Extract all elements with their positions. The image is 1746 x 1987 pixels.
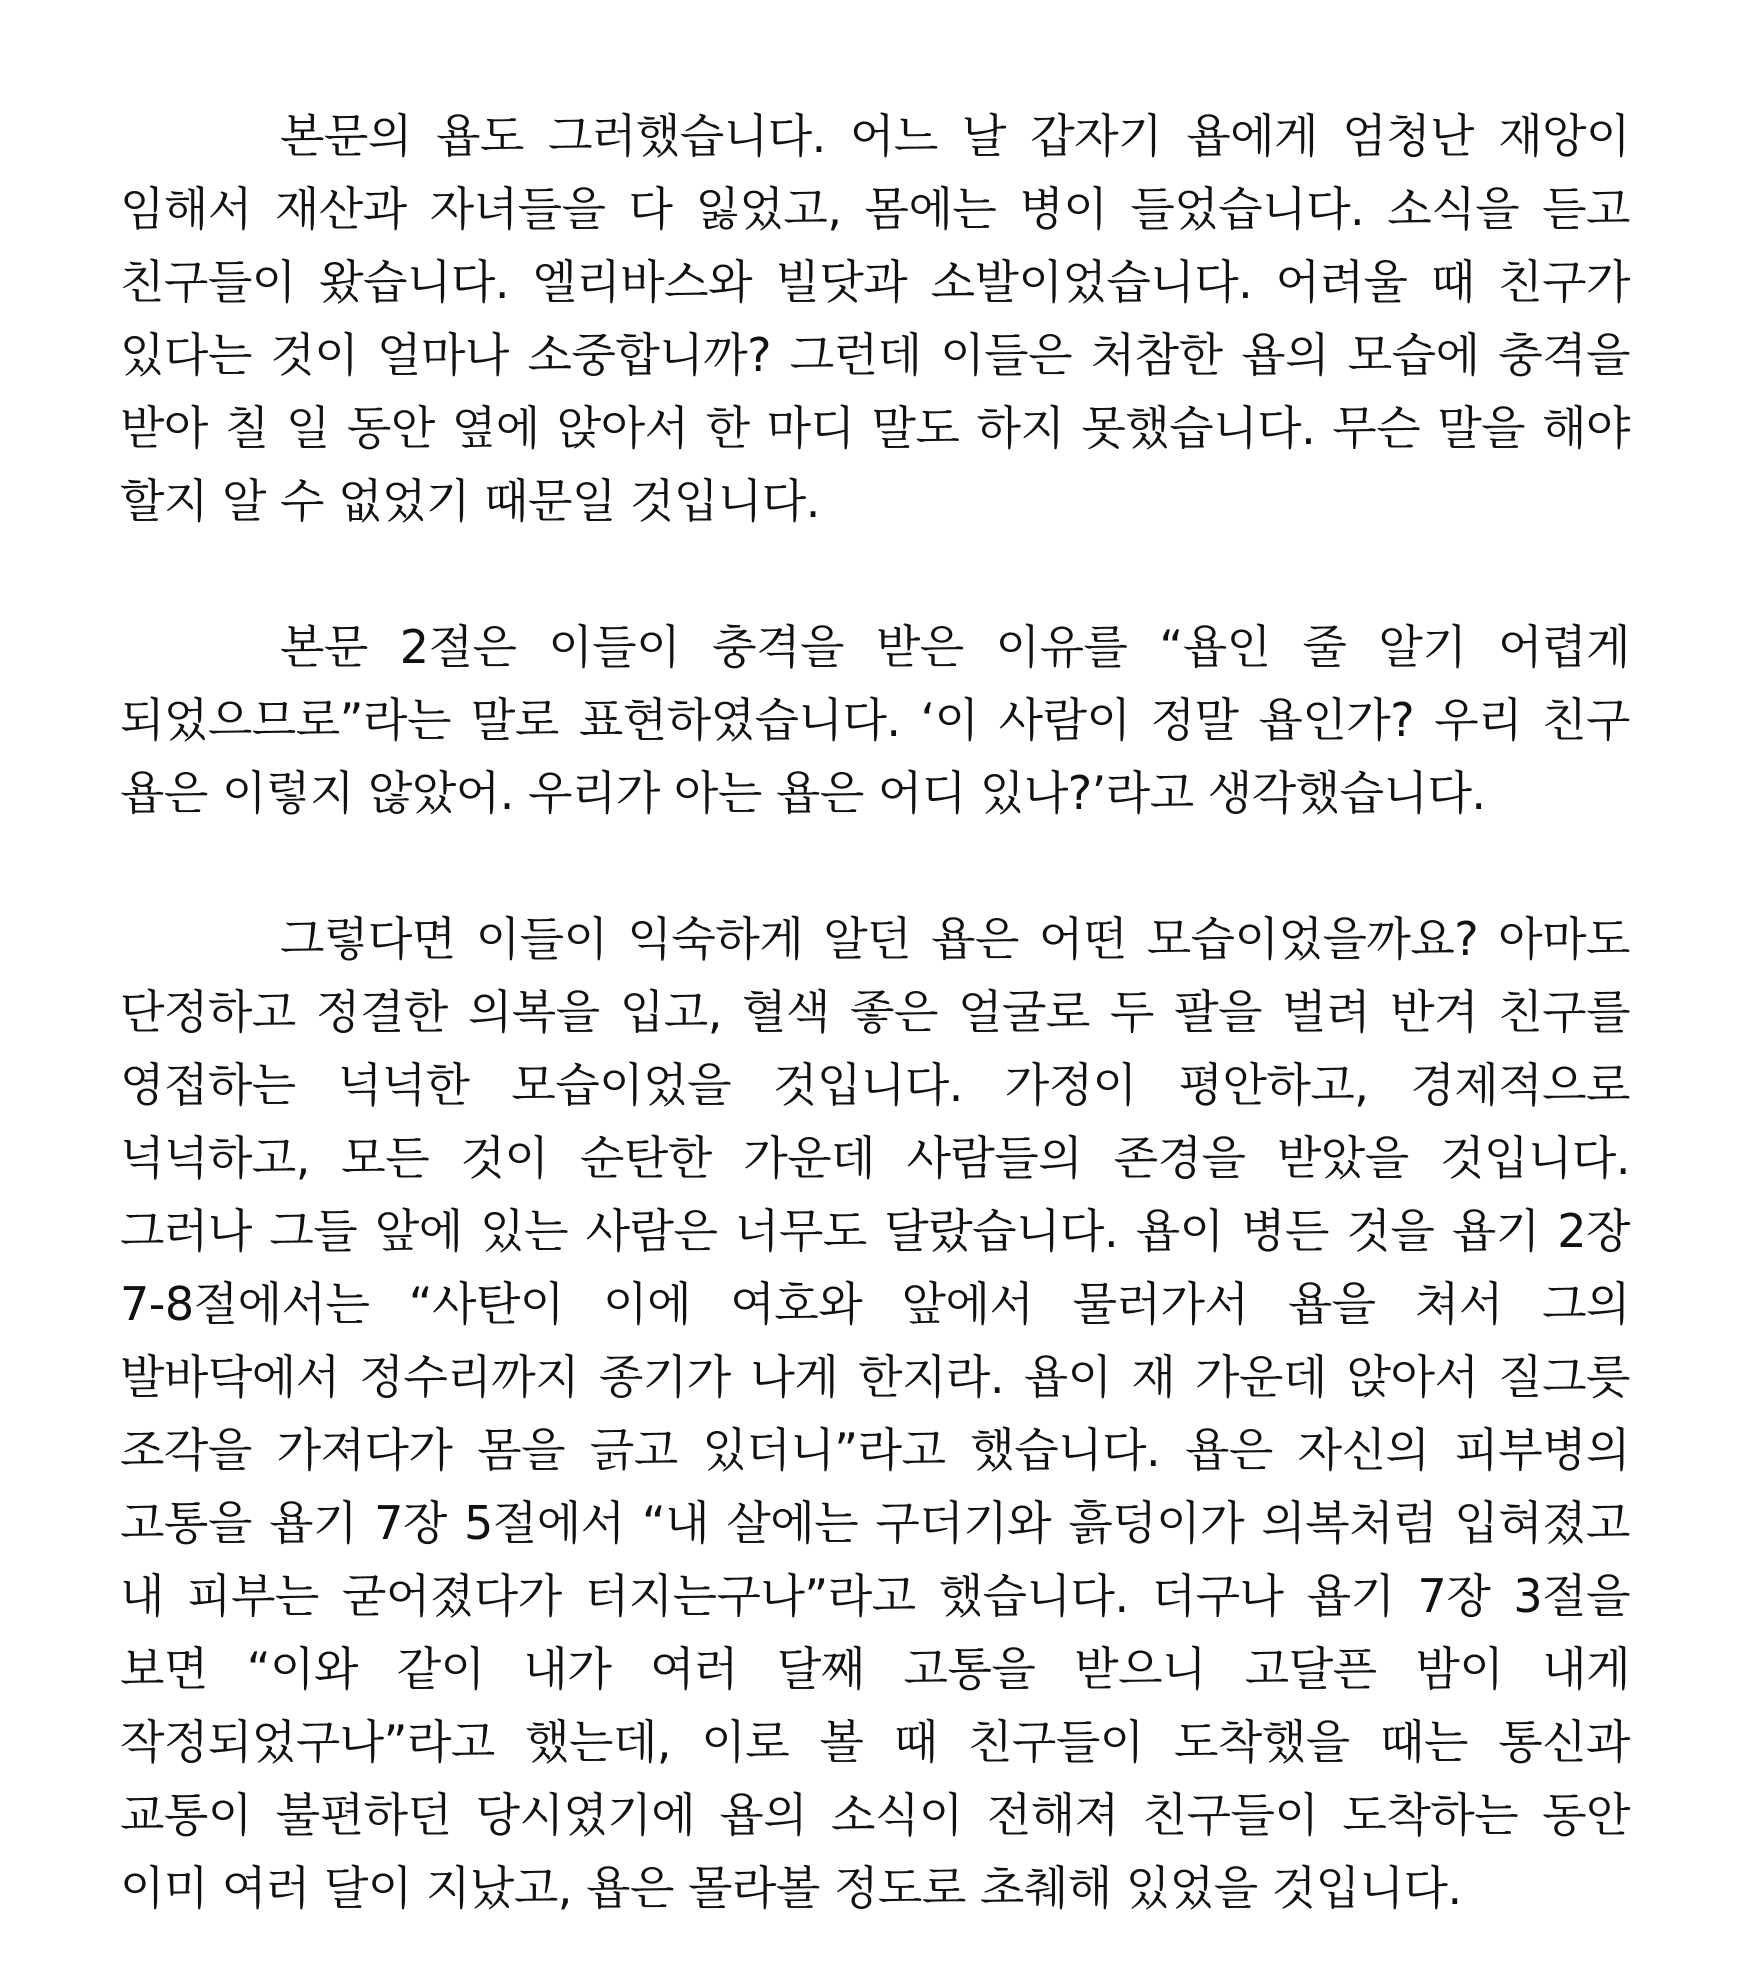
paragraph-2: 본문 2절은 이들이 충격을 받은 이유를 “욥인 줄 알기 어렵게 되었으므로”라는 말로 표현하였습니다. ‘이 사람이 정말 욥인가? 우리 친구 욥은 이렇지 않았어. 우리가 아는 욥은 어디 있나?’라고 생각했습니다. bbox=[120, 620, 1630, 820]
paragraph-3: 그렇다면 이들이 익숙하게 알던 욥은 어떤 모습이었을까요? 아마도 단정하고 정결한 의복을 입고, 혈색 좋은 얼굴로 두 팔을 벌려 반겨 친구를 영접하는 넉넉한 모습이었을 것입니다. 가정이 평안하고, 경제적으로 넉넉하고, 모든 것이 순탄한 가운데 사람들의 존경을 받았을 것입니다. 그러나 그들 앞에 있는 사람은 너무도 달랐습니다. 욥이 병든 것을 욥기 2장 7-8절에서는 “사탄이 이에 여호와 앞에서 물러가서 욥을 쳐서 그의 발바닥에서 정수리까지 종기가 나게 한지라. 욥이 재 가운데 앉아서 질그릇 조각을 가져다가 몸을 긁고 있더니”라고 했습니다. 욥은 자신의 피부병의 고통을 욥기 7장 5절에서 “내 살에는 구더기와 흙덩이가 의복처럼 입혀졌고 내 피부는 굳어졌다가 터지는구나”라고 했습니다. 더구나 욥기 7장 3절을 보면 “이와 같이 내가 여러 달째 고통을 받으니 고달픈 밤이 내게 작정되었구나”라고 했는데, 이로 볼 때 친구들이 도착했을 때는 통신과 교통이 불편하던 당시였기에 욥의 소식이 전해져 친구들이 도착하는 동안 이미 여러 달이 지났고, 욥은 몰라볼 정도로 초췌해 있었을 것입니다. bbox=[120, 912, 1630, 1915]
document-body bbox=[120, 100, 1630, 1925]
paragraph-1: 본문의 욥도 그러했습니다. 어느 날 갑자기 욥에게 엄청난 재앙이 임해서 재산과 자녀들을 다 잃었고, 몸에는 병이 들었습니다. 소식을 듣고 친구들이 왔습니다. 엘리바스와 빌닷과 소발이었습니다. 어려울 때 친구가 있다는 것이 얼마나 소중합니까? 그런데 이들은 처참한 욥의 모습에 충격을 받아 칠 일 동안 옆에 앉아서 한 마디 말도 하지 못했습니다. 무슨 말을 해야 할지 알 수 없었기 때문일 것입니다. bbox=[120, 109, 1630, 528]
